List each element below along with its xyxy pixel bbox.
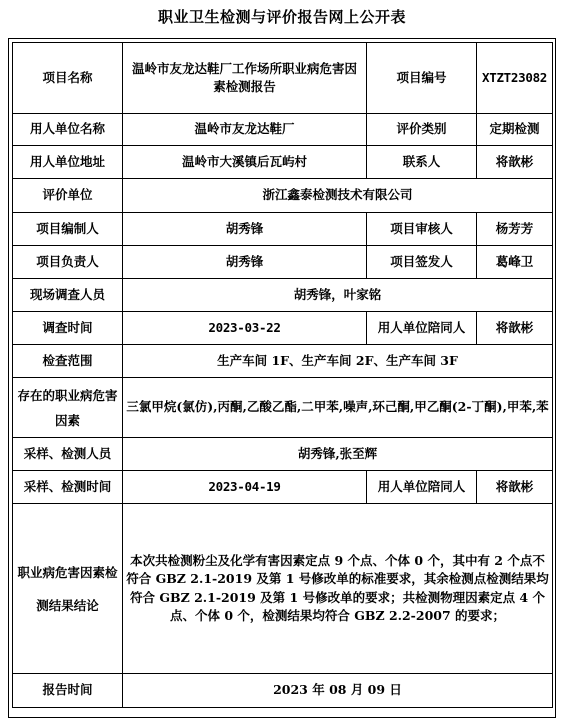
page-title: 职业卫生检测与评价报告网上公开表 xyxy=(157,8,406,26)
row-project-name xyxy=(13,43,553,114)
label-employer-address: 用人单位地址 xyxy=(13,146,123,179)
value-survey-staff: 胡秀锋，叶家铭 xyxy=(123,279,553,312)
value-evaluation-type: 定期检测 xyxy=(477,114,553,146)
label-project-number: 项目编号 xyxy=(367,43,477,114)
value-issuer: 葛峰卫 xyxy=(477,246,553,279)
label-reviewer: 项目审核人 xyxy=(367,213,477,246)
value-leader: 胡秀锋 xyxy=(123,246,367,279)
row-hazards xyxy=(13,378,553,438)
label-evaluation-type: 评价类别 xyxy=(367,114,477,146)
row-sampling-time xyxy=(13,471,553,504)
row-evaluator xyxy=(13,179,553,213)
label-contact: 联系人 xyxy=(367,146,477,179)
value-project-number: XTZT23082 xyxy=(477,43,553,114)
label-employer-name: 用人单位名称 xyxy=(13,114,123,146)
value-sampling-escort: 将歆彬 xyxy=(477,471,553,504)
value-employer-name: 温岭市友龙达鞋厂 xyxy=(123,114,367,146)
value-evaluator: 浙江鑫泰检测技术有限公司 xyxy=(123,179,553,213)
value-report-time: 2023 年 08 月 09 日 xyxy=(123,674,553,708)
row-survey-time xyxy=(13,312,553,345)
row-employer-name xyxy=(13,114,553,146)
value-reviewer: 杨芳芳 xyxy=(477,213,553,246)
label-report-time: 报告时间 xyxy=(13,674,123,708)
value-contact: 将歆彬 xyxy=(477,146,553,179)
label-conclusion: 职业病危害因素检测结果结论 xyxy=(13,504,123,674)
row-leader xyxy=(13,246,553,279)
row-sampling-staff xyxy=(13,438,553,471)
label-scope: 检查范围 xyxy=(13,345,123,378)
value-sampling-time: 2023-04-19 xyxy=(123,471,367,504)
row-employer-address xyxy=(13,146,553,179)
value-survey-time: 2023-03-22 xyxy=(123,312,367,345)
value-employer-address: 温岭市大溪镇后瓦屿村 xyxy=(123,146,367,179)
value-compiler: 胡秀锋 xyxy=(123,213,367,246)
label-hazards: 存在的职业病危害因素 xyxy=(13,378,123,438)
label-sampling-staff: 采样、检测人员 xyxy=(13,438,123,471)
label-survey-escort: 用人单位陪同人 xyxy=(367,312,477,345)
label-compiler: 项目编制人 xyxy=(13,213,123,246)
value-project-name: 温岭市友龙达鞋厂工作场所职业病危害因素检测报告 xyxy=(123,43,367,114)
value-sampling-staff: 胡秀锋,张至辉 xyxy=(123,438,553,471)
value-survey-escort: 将歆彬 xyxy=(477,312,553,345)
row-scope xyxy=(13,345,553,378)
value-hazards: 三氯甲烷(氯仿),丙酮,乙酸乙酯,二甲苯,噪声,环己酮,甲乙酮(2-丁酮),甲苯,苯 xyxy=(123,378,553,438)
row-report-time xyxy=(13,674,553,708)
disclosure-table xyxy=(12,42,553,708)
row-compiler xyxy=(13,213,553,246)
label-survey-time: 调查时间 xyxy=(13,312,123,345)
value-scope: 生产车间 1F、生产车间 2F、生产车间 3F xyxy=(123,345,553,378)
row-survey-staff xyxy=(13,279,553,312)
label-project-name: 项目名称 xyxy=(13,43,123,114)
label-leader: 项目负责人 xyxy=(13,246,123,279)
label-sampling-escort: 用人单位陪同人 xyxy=(367,471,477,504)
label-sampling-time: 采样、检测时间 xyxy=(13,471,123,504)
label-evaluator: 评价单位 xyxy=(13,179,123,213)
value-conclusion: 本次共检测粉尘及化学有害因素定点 9 个点、个体 0 个，其中有 2 个点不符合 GBZ 2.1-2019 及第 1 号修改单的标准要求，其余检测点检测结果均符合 GBZ 2.1-2019 及第 1 号修改单的要求；共检测物理因素定点 4 个点、个体 0 个，检测结果均符合 GBZ 2.2-2007 的要求； xyxy=(123,504,553,674)
row-conclusion xyxy=(13,504,553,674)
label-issuer: 项目签发人 xyxy=(367,246,477,279)
label-survey-staff: 现场调查人员 xyxy=(13,279,123,312)
